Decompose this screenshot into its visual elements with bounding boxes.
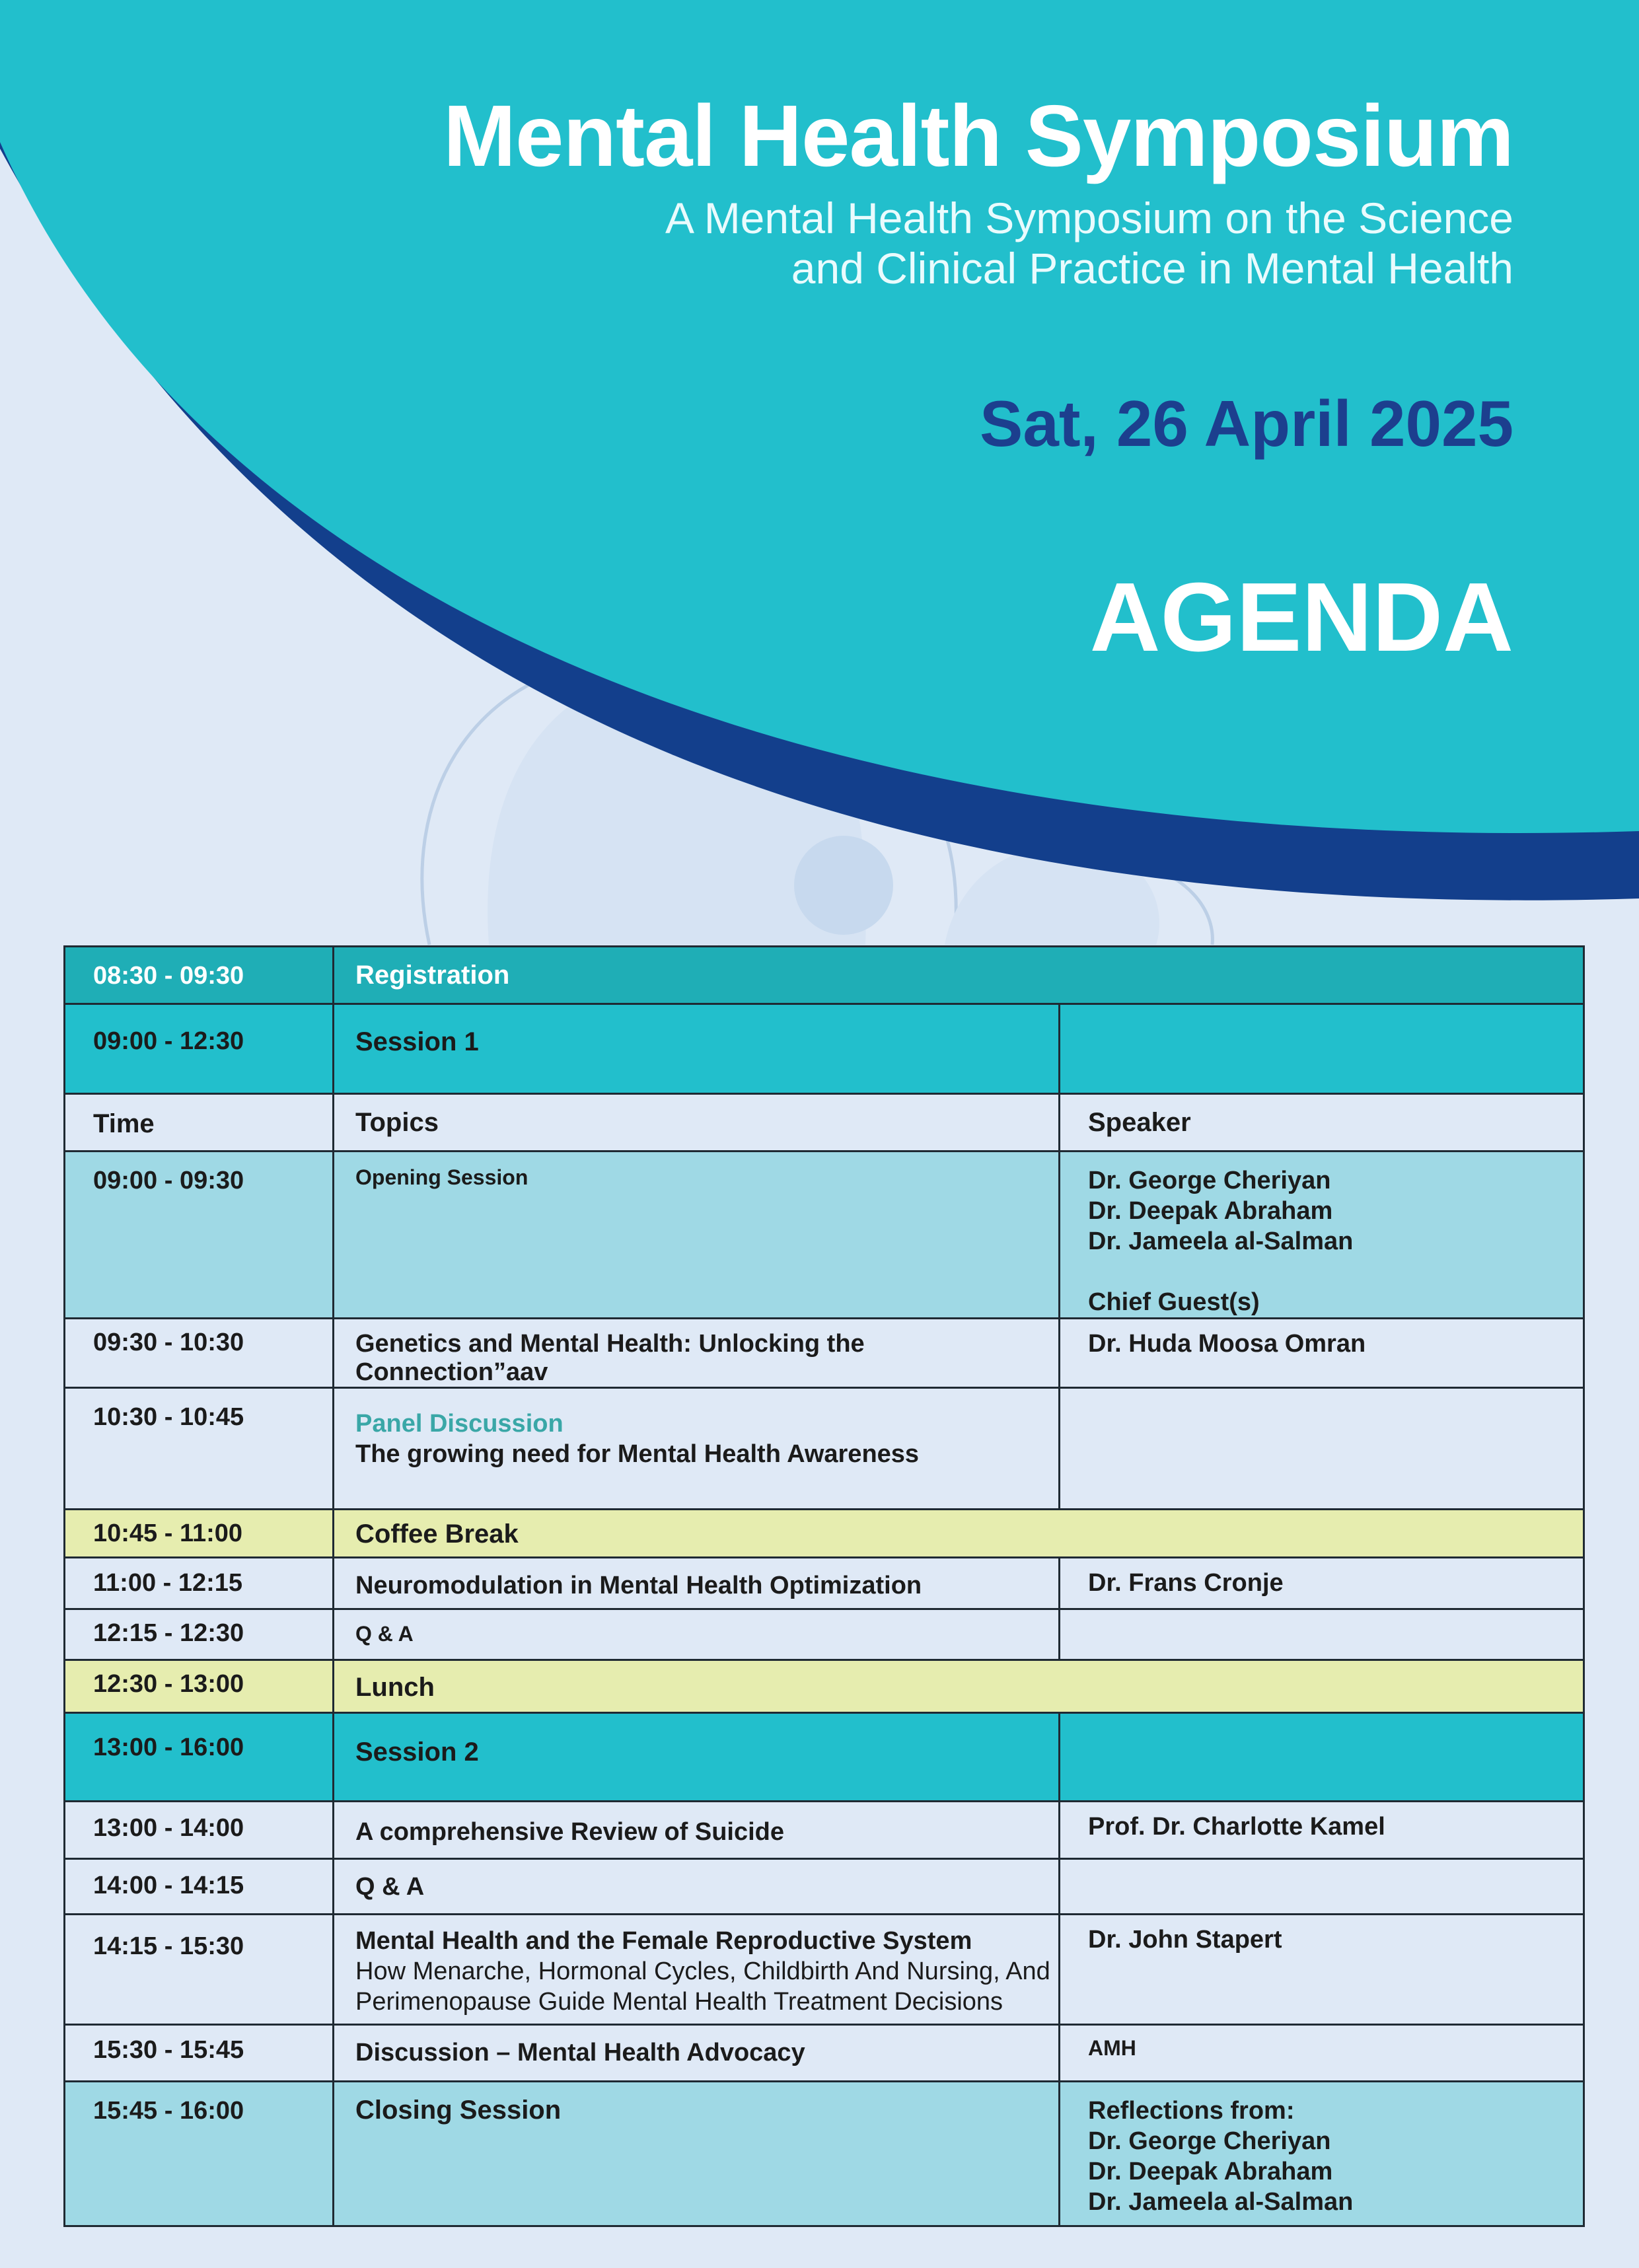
speaker-name: Dr. Jameela al-Salman — [1088, 2188, 1354, 2216]
subtitle-line-2: and Clinical Practice in Mental Health — [791, 244, 1513, 293]
table-row-female-reproductive — [65, 1915, 1584, 2025]
speaker-cell — [1060, 1004, 1584, 1094]
time-cell: 12:30 - 13:00 — [65, 1660, 334, 1713]
table-row-opening — [65, 1152, 1584, 1319]
table-row-session-2 — [65, 1713, 1584, 1802]
topic-cell: Neuromodulation in Mental Health Optimization — [334, 1558, 1060, 1609]
speaker-name: Dr. George Cheriyan — [1088, 2127, 1331, 2155]
speaker-cell — [1060, 2082, 1584, 2226]
break-label-cell: Coffee Break — [334, 1510, 1584, 1558]
table-header-row — [65, 1094, 1584, 1152]
table-row-suicide-review — [65, 1802, 1584, 1859]
speaker-name: Dr. Deepak Abraham — [1088, 1197, 1333, 1225]
table-row-panel — [65, 1388, 1584, 1510]
time-cell: 15:30 - 15:45 — [65, 2025, 334, 2082]
speaker-name: Dr. Deepak Abraham — [1088, 2158, 1333, 2185]
agenda-heading: AGENDA — [1089, 563, 1513, 672]
topic-cell — [334, 1915, 1060, 2025]
subtitle-line-1: A Mental Health Symposium on the Science — [665, 194, 1513, 242]
speaker-cell — [1060, 1713, 1584, 1802]
session-label-cell: Session 1 — [334, 1004, 1060, 1094]
table-row-coffee-break — [65, 1510, 1584, 1558]
time-cell: 09:00 - 09:30 — [65, 1152, 334, 1319]
topic-cell: Q & A — [334, 1609, 1060, 1660]
time-cell: 10:45 - 11:00 — [65, 1510, 334, 1558]
topic-cell — [334, 1388, 1060, 1510]
page-title: Mental Health Symposium — [443, 87, 1513, 184]
column-header-time: Time — [65, 1094, 334, 1152]
speaker-cell — [1060, 1859, 1584, 1915]
table-row-session-1 — [65, 1004, 1584, 1094]
table-row-lunch — [65, 1660, 1584, 1713]
table-row-neuromodulation — [65, 1558, 1584, 1609]
speaker-cell: AMH — [1060, 2025, 1584, 2082]
topic-cell: Genetics and Mental Health: Unlocking the Connection”aav — [334, 1319, 1060, 1388]
topic-cell: Discussion – Mental Health Advocacy — [334, 2025, 1060, 2082]
topic-cell: Q & A — [334, 1859, 1060, 1915]
time-cell: 08:30 - 09:30 — [65, 947, 334, 1004]
panel-discussion-label: Panel Discussion — [355, 1410, 564, 1438]
panel-topic: The growing need for Mental Health Awareness — [355, 1440, 920, 1468]
time-cell: 14:15 - 15:30 — [65, 1915, 334, 2025]
time-cell: 14:00 - 14:15 — [65, 1859, 334, 1915]
time-cell: 10:30 - 10:45 — [65, 1388, 334, 1510]
speaker-cell: Prof. Dr. Charlotte Kamel — [1060, 1802, 1584, 1859]
speaker-cell: Dr. John Stapert — [1060, 1915, 1584, 2025]
chief-guest-note: Chief Guest(s) — [1088, 1288, 1260, 1316]
agenda-table — [63, 945, 1585, 2227]
table-row-qa-1 — [65, 1609, 1584, 1660]
speaker-name: Dr. George Cheriyan — [1088, 1167, 1331, 1194]
time-cell: 13:00 - 16:00 — [65, 1713, 334, 1802]
time-cell: 09:30 - 10:30 — [65, 1319, 334, 1388]
column-header-speaker: Speaker — [1060, 1094, 1584, 1152]
topic-title: Mental Health and the Female Reproductive System — [355, 1927, 972, 1955]
column-header-topics: Topics — [334, 1094, 1060, 1152]
table-row-closing — [65, 2082, 1584, 2226]
topic-cell: Registration — [334, 947, 1584, 1004]
topic-detail: How Menarche, Hormonal Cycles, Childbirth And Nursing, And — [355, 1957, 1050, 1985]
topic-cell: Closing Session — [334, 2082, 1060, 2226]
time-cell: 09:00 - 12:30 — [65, 1004, 334, 1094]
table-row-genetics — [65, 1319, 1584, 1388]
session-label-cell: Session 2 — [334, 1713, 1060, 1802]
speaker-cell: Dr. Frans Cronje — [1060, 1558, 1584, 1609]
table-row-qa-2 — [65, 1859, 1584, 1915]
topic-detail: Perimenopause Guide Mental Health Treatment Decisions — [355, 1988, 1003, 2016]
table-row-advocacy — [65, 2025, 1584, 2082]
event-date: Sat, 26 April 2025 — [979, 387, 1513, 460]
topic-cell: Opening Session — [334, 1152, 1060, 1319]
time-cell: 12:15 - 12:30 — [65, 1609, 334, 1660]
speaker-cell — [1060, 1609, 1584, 1660]
topic-cell: A comprehensive Review of Suicide — [334, 1802, 1060, 1859]
reflections-intro: Reflections from: — [1088, 2097, 1295, 2125]
speaker-name: Dr. Jameela al-Salman — [1088, 1227, 1354, 1255]
time-cell: 13:00 - 14:00 — [65, 1802, 334, 1859]
break-label-cell: Lunch — [334, 1660, 1584, 1713]
table-row-registration — [65, 947, 1584, 1004]
speaker-cell — [1060, 1152, 1584, 1319]
time-cell: 11:00 - 12:15 — [65, 1558, 334, 1609]
time-cell: 15:45 - 16:00 — [65, 2082, 334, 2226]
speaker-cell — [1060, 1388, 1584, 1510]
page-subtitle — [665, 193, 1513, 293]
speaker-cell: Dr. Huda Moosa Omran — [1060, 1319, 1584, 1388]
